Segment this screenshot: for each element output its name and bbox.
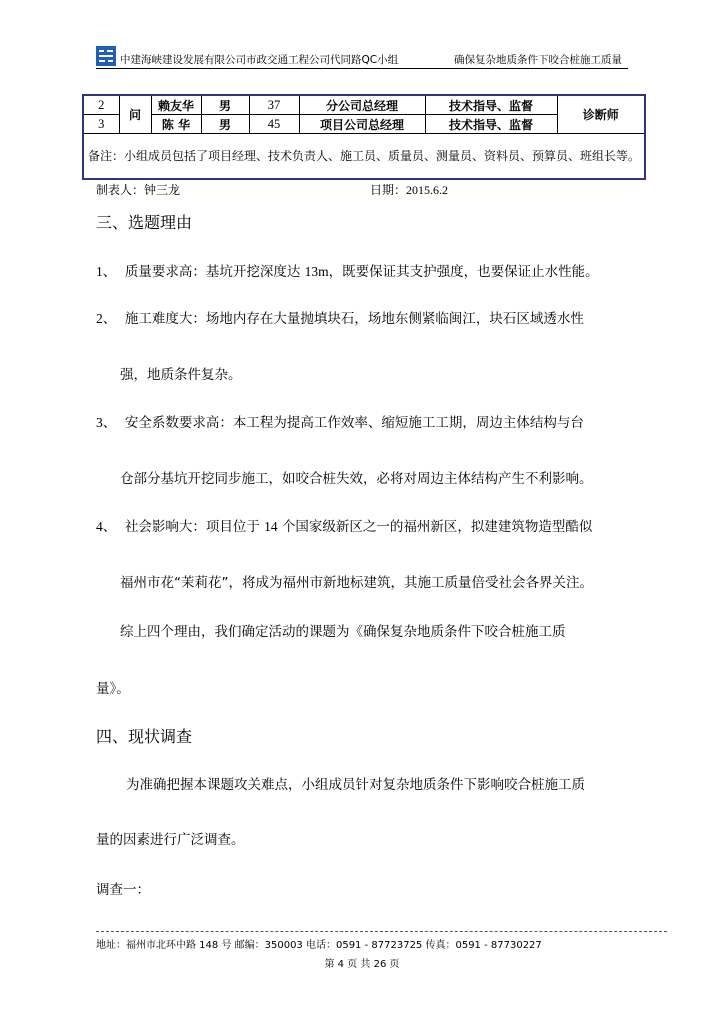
page-header bbox=[96, 44, 628, 69]
member-duty: 技术指导、监督 bbox=[425, 115, 557, 134]
date-value: 2015.6.2 bbox=[406, 183, 449, 197]
member-gender: 男 bbox=[201, 95, 249, 115]
reason-item-4-cont: 福州市花“茉莉花”，将成为福州市新地标建筑，其施工质量倍受社会各界关注。 bbox=[120, 575, 593, 591]
item-text: 社会影响大：项目位于 bbox=[124, 519, 260, 535]
member-no: 3 bbox=[83, 115, 119, 134]
reason-item-3-cont: 仓部分基坑开挖同步施工，如咬合桩失效，必将对周边主体结构产生不利影响。 bbox=[120, 471, 593, 487]
reason-item-1 bbox=[96, 260, 599, 280]
survey-paragraph-cont: 量的因素进行广泛调查。 bbox=[96, 832, 245, 848]
item-value: 14 bbox=[264, 519, 278, 534]
item-text: 个国家级新区之一的福州新区，拟建建筑物造型酷似 bbox=[281, 519, 593, 535]
footer-address: 地址：福州市北环中路 148 号 邮编：350003 电话：0591 - 87723725 传真：0591 - 87730227 bbox=[96, 940, 542, 951]
item-number: 1、 bbox=[96, 264, 117, 279]
table-row bbox=[83, 95, 645, 115]
survey-one-heading: 调查一： bbox=[96, 882, 150, 898]
table-date bbox=[370, 181, 448, 198]
member-title: 分公司总经理 bbox=[299, 95, 425, 115]
member-age: 37 bbox=[249, 95, 299, 115]
member-role: 诊断师 bbox=[557, 95, 645, 134]
section-title-reasons: 三、选题理由 bbox=[96, 213, 193, 232]
item-text: 安全系数要求高：本工程为提高工作效率、缩短施工工期，周边主体结构与台 bbox=[124, 415, 584, 431]
member-duty: 技术指导、监督 bbox=[425, 95, 557, 115]
reason-item-4 bbox=[96, 515, 592, 535]
date-label: 日期： bbox=[370, 183, 407, 197]
member-gender: 男 bbox=[201, 115, 249, 134]
member-title: 项目公司总经理 bbox=[299, 115, 425, 134]
item-number: 3、 bbox=[96, 415, 117, 430]
company-logo-icon bbox=[96, 46, 116, 66]
member-name: 陈 华 bbox=[151, 115, 201, 134]
member-name: 赖友华 bbox=[151, 95, 201, 115]
table-maker: 制表人：钟三龙 bbox=[96, 183, 181, 197]
summary-paragraph-cont: 量》。 bbox=[96, 681, 130, 697]
member-age: 45 bbox=[249, 115, 299, 134]
item-number: 4、 bbox=[96, 519, 117, 534]
member-no: 2 bbox=[83, 95, 119, 115]
item-text: 质量要求高：基坑开挖深度达 bbox=[124, 264, 301, 280]
survey-paragraph: 为准确把握本课题攻关难点，小组成员针对复杂地质条件下影响咬合桩施工质 bbox=[126, 777, 585, 793]
reason-item-3 bbox=[96, 411, 584, 431]
item-value: 13m bbox=[304, 264, 329, 279]
section-title-survey: 四、现状调查 bbox=[96, 727, 193, 746]
item-text: 施工难度大：场地内存在大量抛填块石，场地东侧紧临闽江，块石区域透水性 bbox=[124, 311, 584, 327]
reason-item-2 bbox=[96, 307, 584, 327]
summary-paragraph: 综上四个理由，我们确定活动的课题为《确保复杂地质条件下咬合桩施工质 bbox=[120, 624, 566, 640]
footer-divider bbox=[96, 931, 667, 932]
reason-item-2-cont: 强，地质条件复杂。 bbox=[120, 367, 242, 383]
header-topic: 确保复杂地质条件下咬合桩施工质量 bbox=[454, 54, 622, 66]
item-text: ，既要保证其支护强度，也要保证止水性能。 bbox=[328, 264, 599, 280]
item-number: 2、 bbox=[96, 311, 117, 326]
table-note: 备注：小组成员包括了项目经理、技术负责人、施工员、质量员、测量员、资料员、预算员、班组长等。 bbox=[83, 134, 645, 180]
member-group-label: 问 bbox=[119, 95, 151, 134]
page-number: 第 4 页 共 26 页 bbox=[324, 959, 400, 970]
table-row bbox=[83, 134, 645, 180]
header-company-group: 中建海峡建设发展有限公司市政交通工程公司代同路QC小组 bbox=[120, 54, 399, 66]
member-table bbox=[82, 94, 646, 180]
